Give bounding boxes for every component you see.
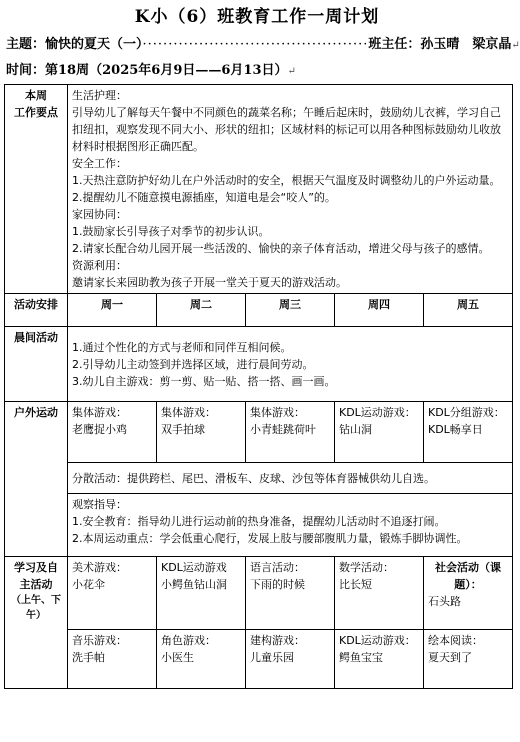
guidance-line: 1.安全教育：指导幼儿进行运动前的热身准备，提醒幼儿活动时不追逐打闹。 xyxy=(72,515,446,528)
study-label-cell xyxy=(5,557,68,689)
guidance-title: 观察指导： xyxy=(72,498,127,511)
outdoor-guidance-row xyxy=(5,494,513,557)
teacher-label: 班主任： xyxy=(368,37,421,52)
page-title: K小（6）班教育工作一周计划 xyxy=(134,7,380,27)
activity-type: 角色游戏： xyxy=(161,634,216,647)
week-header-row xyxy=(5,294,513,327)
activity-name: 比长短 xyxy=(339,578,372,591)
study-cell xyxy=(424,557,513,630)
study-cell xyxy=(157,557,246,630)
focus-label-cell xyxy=(5,85,68,294)
morning-label: 晨间活动 xyxy=(5,327,68,402)
outdoor-game-cell xyxy=(157,402,246,463)
study-label-line3: （上午、下午） xyxy=(11,595,61,621)
focus-line: 2.请家长配合幼儿园开展一些活泼的、愉快的亲子体育活动，增进父母与孩子的感情。 xyxy=(72,242,490,255)
guidance-cell xyxy=(68,494,513,557)
activity-type: 社会活动（课题）： xyxy=(435,561,501,591)
outdoor-game-cell xyxy=(246,402,335,463)
focus-line: 引导幼儿了解每天午餐中不同颜色的蔬菜名称；午睡后起床时，鼓励幼儿衣裤，学习自己扣纽扣，观察发现不同大小、形状的纽扣；区域材料的标记可以用各种图标鼓励幼儿收放材料时根据图形正确匹配。 xyxy=(72,106,501,153)
focus-line: 资源利用： xyxy=(72,259,127,272)
activity-name: 小鳄鱼钻山洞 xyxy=(161,578,227,591)
focus-line: 1.天热注意防护好幼儿在户外活动时的安全，根据天气温度及时调整幼儿的户外运动量。 xyxy=(72,174,501,187)
activity-name: 鳄鱼宝宝 xyxy=(339,651,383,664)
dispersed-activity: 分散活动：提供跨栏、尾巴、滑板车、皮球、沙包等体育器械供幼儿自选。 xyxy=(68,463,513,494)
study-row-1 xyxy=(5,557,513,630)
morning-line: 3.幼儿自主游戏：剪一剪、贴一贴、搭一搭、画一画。 xyxy=(72,374,336,388)
outdoor-game-cell xyxy=(424,402,513,463)
activity-name: 夏天到了 xyxy=(428,651,472,664)
study-cell xyxy=(246,630,335,689)
study-cell xyxy=(335,557,424,630)
day-header: 周一 xyxy=(68,294,157,327)
activity-type: KDL运动游戏： xyxy=(339,634,416,647)
activity-name: 石头路 xyxy=(428,595,461,608)
morning-content xyxy=(68,327,513,402)
focus-line: 生活护理： xyxy=(72,89,127,102)
schedule-label: 活动安排 xyxy=(5,294,68,327)
time-line xyxy=(6,59,296,78)
study-cell xyxy=(424,630,513,689)
activity-name: 小花伞 xyxy=(72,578,105,591)
game-type: 集体游戏： xyxy=(72,406,127,419)
teacher-value: 孙玉晴 梁京晶 xyxy=(420,37,512,52)
day-header: 周四 xyxy=(335,294,424,327)
game-name: 钻山洞 xyxy=(339,423,372,436)
activity-type: 音乐游戏： xyxy=(72,634,127,647)
day-header: 周二 xyxy=(157,294,246,327)
morning-line: 2.引导幼儿主动签到并选择区域，进行晨间劳动。 xyxy=(72,357,314,371)
theme-dots: ············································ xyxy=(142,37,369,52)
study-cell xyxy=(157,630,246,689)
game-name: 双手拍球 xyxy=(161,423,205,436)
weekly-plan-table xyxy=(4,84,513,689)
activity-name: 小医生 xyxy=(161,651,194,664)
focus-line: 安全工作： xyxy=(72,157,127,170)
activity-type: 绘本阅读： xyxy=(428,634,483,647)
focus-line: 1.鼓励家长引导孩子对季节的初步认识。 xyxy=(72,225,270,238)
return-mark-icon: ↵ xyxy=(287,66,296,77)
focus-line: 家园协同： xyxy=(72,208,127,221)
study-cell xyxy=(68,557,157,630)
study-label-line2: 主活动 xyxy=(19,578,53,591)
guidance-line: 2.本周运动重点：学会低重心爬行，发展上肢与腰部腹肌力量，锻炼手脚协调性。 xyxy=(72,532,468,545)
focus-line: 2.提醒幼儿不随意摸电源插座，知道电是会“咬人”的。 xyxy=(72,191,336,204)
study-row-2 xyxy=(5,630,513,689)
day-header: 周五 xyxy=(424,294,513,327)
activity-name: 下雨的时候 xyxy=(250,578,305,591)
game-name: KDL畅享日 xyxy=(428,423,483,436)
day-header: 周三 xyxy=(246,294,335,327)
activity-type: 建构游戏： xyxy=(250,634,305,647)
activity-type: 语言活动： xyxy=(250,561,305,574)
activity-name: 儿童乐园 xyxy=(250,651,294,664)
return-mark-icon: ↵ xyxy=(511,40,520,51)
focus-line: 邀请家长来园助教为孩子开展一堂关于夏天的游戏活动。 xyxy=(72,276,347,289)
time-value: 第18周（2025年6月9日——6月13日） xyxy=(45,63,288,78)
theme-label: 主题： xyxy=(6,37,46,52)
study-cell xyxy=(246,557,335,630)
game-name: 老鹰捉小鸡 xyxy=(72,423,127,436)
activity-type: KDL运动游戏 xyxy=(161,561,227,574)
game-name: 小青蛙跳荷叶 xyxy=(250,423,316,436)
focus-row xyxy=(5,85,513,294)
morning-line: 1.通过个性化的方式与老师和同伴互相问候。 xyxy=(72,340,292,354)
study-cell xyxy=(68,630,157,689)
game-type: KDL分组游戏： xyxy=(428,406,505,419)
outdoor-games-row xyxy=(5,402,513,463)
game-type: 集体游戏： xyxy=(250,406,305,419)
morning-row xyxy=(5,327,513,402)
outdoor-game-cell xyxy=(335,402,424,463)
focus-content-cell xyxy=(68,85,513,294)
game-type: 集体游戏： xyxy=(161,406,216,419)
outdoor-game-cell xyxy=(68,402,157,463)
activity-type: 数学活动： xyxy=(339,561,394,574)
outdoor-dispersed-row xyxy=(5,463,513,494)
study-cell xyxy=(335,630,424,689)
focus-label-line2: 工作要点 xyxy=(14,106,58,119)
outdoor-label: 户外运动 xyxy=(5,402,68,557)
activity-name: 洗手帕 xyxy=(72,651,105,664)
game-type: KDL运动游戏： xyxy=(339,406,416,419)
activity-type: 美术游戏： xyxy=(72,561,127,574)
study-label-line1: 学习及自 xyxy=(14,561,58,574)
focus-label-line1: 本周 xyxy=(25,89,47,102)
time-label: 时间： xyxy=(6,63,46,78)
theme-value: 愉快的夏天（一） xyxy=(45,37,143,52)
theme-line xyxy=(6,33,520,52)
